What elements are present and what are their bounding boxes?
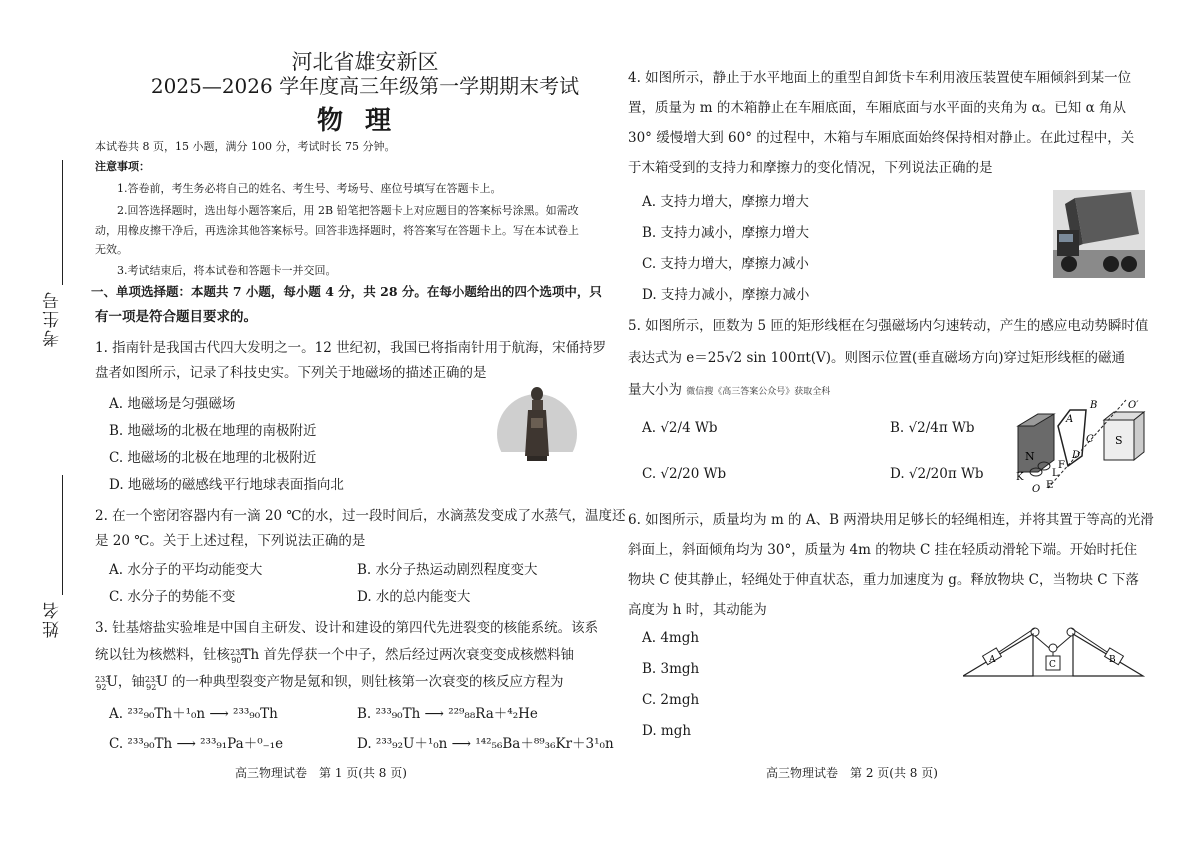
- notice-title: 注意事项：: [95, 160, 150, 173]
- q3-option-a: A. ²³²₉₀Th＋¹₀n ⟶ ²³³₉₀Th: [109, 706, 278, 722]
- brush-k-label: K: [1016, 472, 1024, 483]
- q4-option-b: B. 支持力减小，摩擦力增大: [642, 225, 810, 241]
- brush-f-label: F: [1058, 460, 1065, 471]
- q1-option-b: B. 地磁场的北极在地理的南极附近: [109, 423, 317, 439]
- q4-stem-3: 30° 缓慢增大到 60° 的过程中，木箱与车厢底面始终保持相对静止。在此过程中，关: [628, 130, 1135, 146]
- coil-b-label: B: [1090, 400, 1098, 411]
- q3-option-c: C. ²³³₉₀Th ⟶ ²³³₉₁Pa＋⁰₋₁e: [109, 736, 284, 752]
- coil-a-label: A: [1066, 414, 1074, 425]
- q4-stem-2: 置，质量为 m 的木箱静止在车厢底面，车厢底面与水平面的夹角为 α。已知 α 角从: [628, 100, 1126, 116]
- q3-stem-2: 统以钍为核燃料，钍核$^{232}_{90}$Th 首先俘获一个中子，然后经过两次衰变变成核燃料铀: [95, 647, 574, 665]
- block-c-label: C: [1049, 660, 1056, 670]
- axis-o-label: O: [1032, 484, 1041, 494]
- q1-stem-1: 1. 指南针是我国古代四大发明之一。12 世纪初，我国已将指南针用于航海，宋俑持罗: [95, 340, 607, 356]
- q3-option-b: B. ²³³₉₀Th ⟶ ²²⁹₈₈Ra＋⁴₂He: [357, 706, 538, 722]
- section1-heading-b: 有一项是符合题目要求的。: [95, 309, 257, 325]
- q6-stem-4: 高度为 h 时，其动能为: [628, 602, 767, 618]
- q4-stem-1: 4. 如图所示，静止于水平地面上的重型自卸货卡车利用液压装置使车厢倾斜到某一位: [628, 70, 1132, 86]
- magnet-n-label: N: [1025, 450, 1035, 463]
- dump-truck-image: [1053, 190, 1145, 278]
- q4-option-c: C. 支持力增大，摩擦力减小: [642, 256, 809, 272]
- right-footer: 高三物理试卷 第 2 页(共 8 页): [766, 766, 938, 780]
- notice-3: 3.考试结束后，将本试卷和答题卡一并交回。: [117, 264, 337, 277]
- q5-option-d: D. √2/20π Wb: [890, 466, 984, 482]
- notice-2a: 2.回答选择题时，选出每小题答案后，用 2B 铅笔把答题卡上对应题目的答案标号涂黑。如需改: [117, 204, 579, 217]
- q4-option-d: D. 支持力减小，摩擦力减小: [642, 287, 810, 303]
- block-a-label: A: [989, 655, 996, 665]
- q6-option-d: D. mgh: [642, 723, 692, 739]
- q6-stem-3: 物块 C 使其静止，轻绳处于伸直状态，重力加速度为 g。释放物块 C，当物块 C 下落: [628, 572, 1139, 588]
- q4-stem-4: 于木箱受到的支持力和摩擦力的变化情况，下列说法正确的是: [628, 160, 993, 176]
- exam-number-line: [62, 160, 63, 285]
- q1-option-d: D. 地磁场的磁感线平行地球表面指向北: [109, 477, 344, 493]
- q1-option-c: C. 地磁场的北极在地理的北极附近: [109, 450, 317, 466]
- q6-option-c: C. 2mgh: [642, 692, 700, 708]
- q2-option-b: B. 水分子热运动剧烈程度变大: [357, 562, 538, 578]
- axis-o-prime-label: O′: [1128, 400, 1139, 411]
- intro-line: 本试卷共 8 页，15 小题，满分 100 分，考试时长 75 分钟。: [95, 140, 396, 153]
- exam-year-title: 2025—2026 学年度高三年级第一学期期末考试: [150, 74, 580, 98]
- q4-option-a: A. 支持力增大，摩擦力增大: [642, 194, 809, 210]
- q5-option-a: A. √2/4 Wb: [642, 420, 718, 436]
- q6-stem-1: 6. 如图所示，质量均为 m 的 A、B 两滑块用足够长的轻绳相连，并将其置于等高的光滑: [628, 512, 1154, 528]
- section1-heading-a: 一、单项选择题：本题共 7 小题，每小题 4 分，共 28 分。在每小题给出的四个选项中，只: [91, 284, 602, 299]
- q5-watermark: 微信搜《高三答案公众号》获取全科: [686, 387, 831, 397]
- song-compass-figurine-image: [495, 382, 579, 466]
- q2-stem-1: 2. 在一个密闭容器内有一滴 20 ℃的水，过一段时间后，水滴蒸发变成了水蒸气，温度还: [95, 508, 626, 524]
- name-line: [62, 475, 63, 595]
- q3-stem-3a: U，铀: [106, 674, 145, 690]
- q5-stem-3-text: 量大小为: [628, 382, 682, 398]
- q2-option-a: A. 水分子的平均动能变大: [109, 562, 263, 578]
- rotating-coil-diagram: [1008, 396, 1148, 494]
- left-footer: 高三物理试卷 第 1 页(共 8 页): [235, 766, 407, 780]
- q3-stem-2a: 统以钍为核燃料，钍核: [95, 647, 230, 663]
- magnet-s-label: S: [1115, 434, 1123, 447]
- brush-l-label: L: [1052, 468, 1059, 479]
- q1-option-a: A. 地磁场是匀强磁场: [109, 396, 236, 412]
- q6-stem-2: 斜面上，斜面倾角均为 30°，质量为 4m 的物块 C 挂在轻质动滑轮下端。开始时托住: [628, 542, 1138, 558]
- q5-option-b: B. √2/4π Wb: [890, 420, 975, 436]
- notice-2c: 无效。: [95, 243, 128, 256]
- q1-stem-2: 盘者如图所示，记录了科技史实。下列关于地磁场的描述正确的是: [95, 365, 487, 381]
- province-title: 河北省雄安新区: [291, 50, 439, 74]
- q5-stem-2: 表达式为 e＝25√2 sin 100πt(V)。则图示位置(垂直磁场方向)穿过矩形线框的磁通: [628, 350, 1126, 366]
- q3-stem-2b: Th 首先俘获一个中子，然后经过两次衰变变成核燃料铀: [241, 647, 574, 663]
- q3-stem-3: $^{233}_{92}$U，铀$^{233}_{92}$U 的一种典型裂变产物是氪和钡，则钍核第一次衰变的核反应方程为: [95, 674, 564, 692]
- name-label: 姓名: [43, 600, 63, 638]
- notice-2b: 动，用橡皮擦干净后，再选涂其他答案标号。回答非选择题时，将答案写在答题卡上。写在本试卷上: [95, 224, 579, 237]
- notice-1: 1.答卷前，考生务必将自己的姓名、考生号、考场号、座位号填写在答题卡上。: [117, 182, 502, 195]
- brush-e-label: E: [1046, 480, 1054, 491]
- q2-stem-2: 是 20 ℃。关于上述过程，下列说法正确的是: [95, 533, 366, 549]
- q2-option-d: D. 水的总内能变大: [357, 589, 471, 605]
- q5-stem-1: 5. 如图所示，匝数为 5 匝的矩形线框在匀强磁场内匀速转动，产生的感应电动势瞬时值: [628, 318, 1149, 334]
- pulley-inclines-diagram: [963, 620, 1158, 680]
- block-b-label: B: [1109, 655, 1116, 665]
- coil-c-label: C: [1086, 434, 1094, 445]
- q6-option-a: A. 4mgh: [642, 630, 700, 646]
- q2-option-c: C. 水分子的势能不变: [109, 589, 236, 605]
- subject-title: 物理: [316, 106, 413, 136]
- q3-stem-1: 3. 钍基熔盐实验堆是中国自主研发、设计和建设的第四代先进裂变的核能系统。该系: [95, 620, 599, 636]
- exam-number-label: 考生号: [43, 290, 63, 347]
- q6-option-b: B. 3mgh: [642, 661, 700, 677]
- q3-stem-3b: U 的一种典型裂变产物是氪和钡，则钍核第一次衰变的核反应方程为: [156, 674, 564, 690]
- q5-option-c: C. √2/20 Wb: [642, 466, 727, 482]
- q3-option-d: D. ²³³₉₂U＋¹₀n ⟶ ¹⁴²₅₆Ba＋⁸⁹₃₆Kr＋3¹₀n: [357, 736, 614, 752]
- coil-d-label: D: [1072, 450, 1081, 461]
- q5-stem-3: [628, 378, 830, 398]
